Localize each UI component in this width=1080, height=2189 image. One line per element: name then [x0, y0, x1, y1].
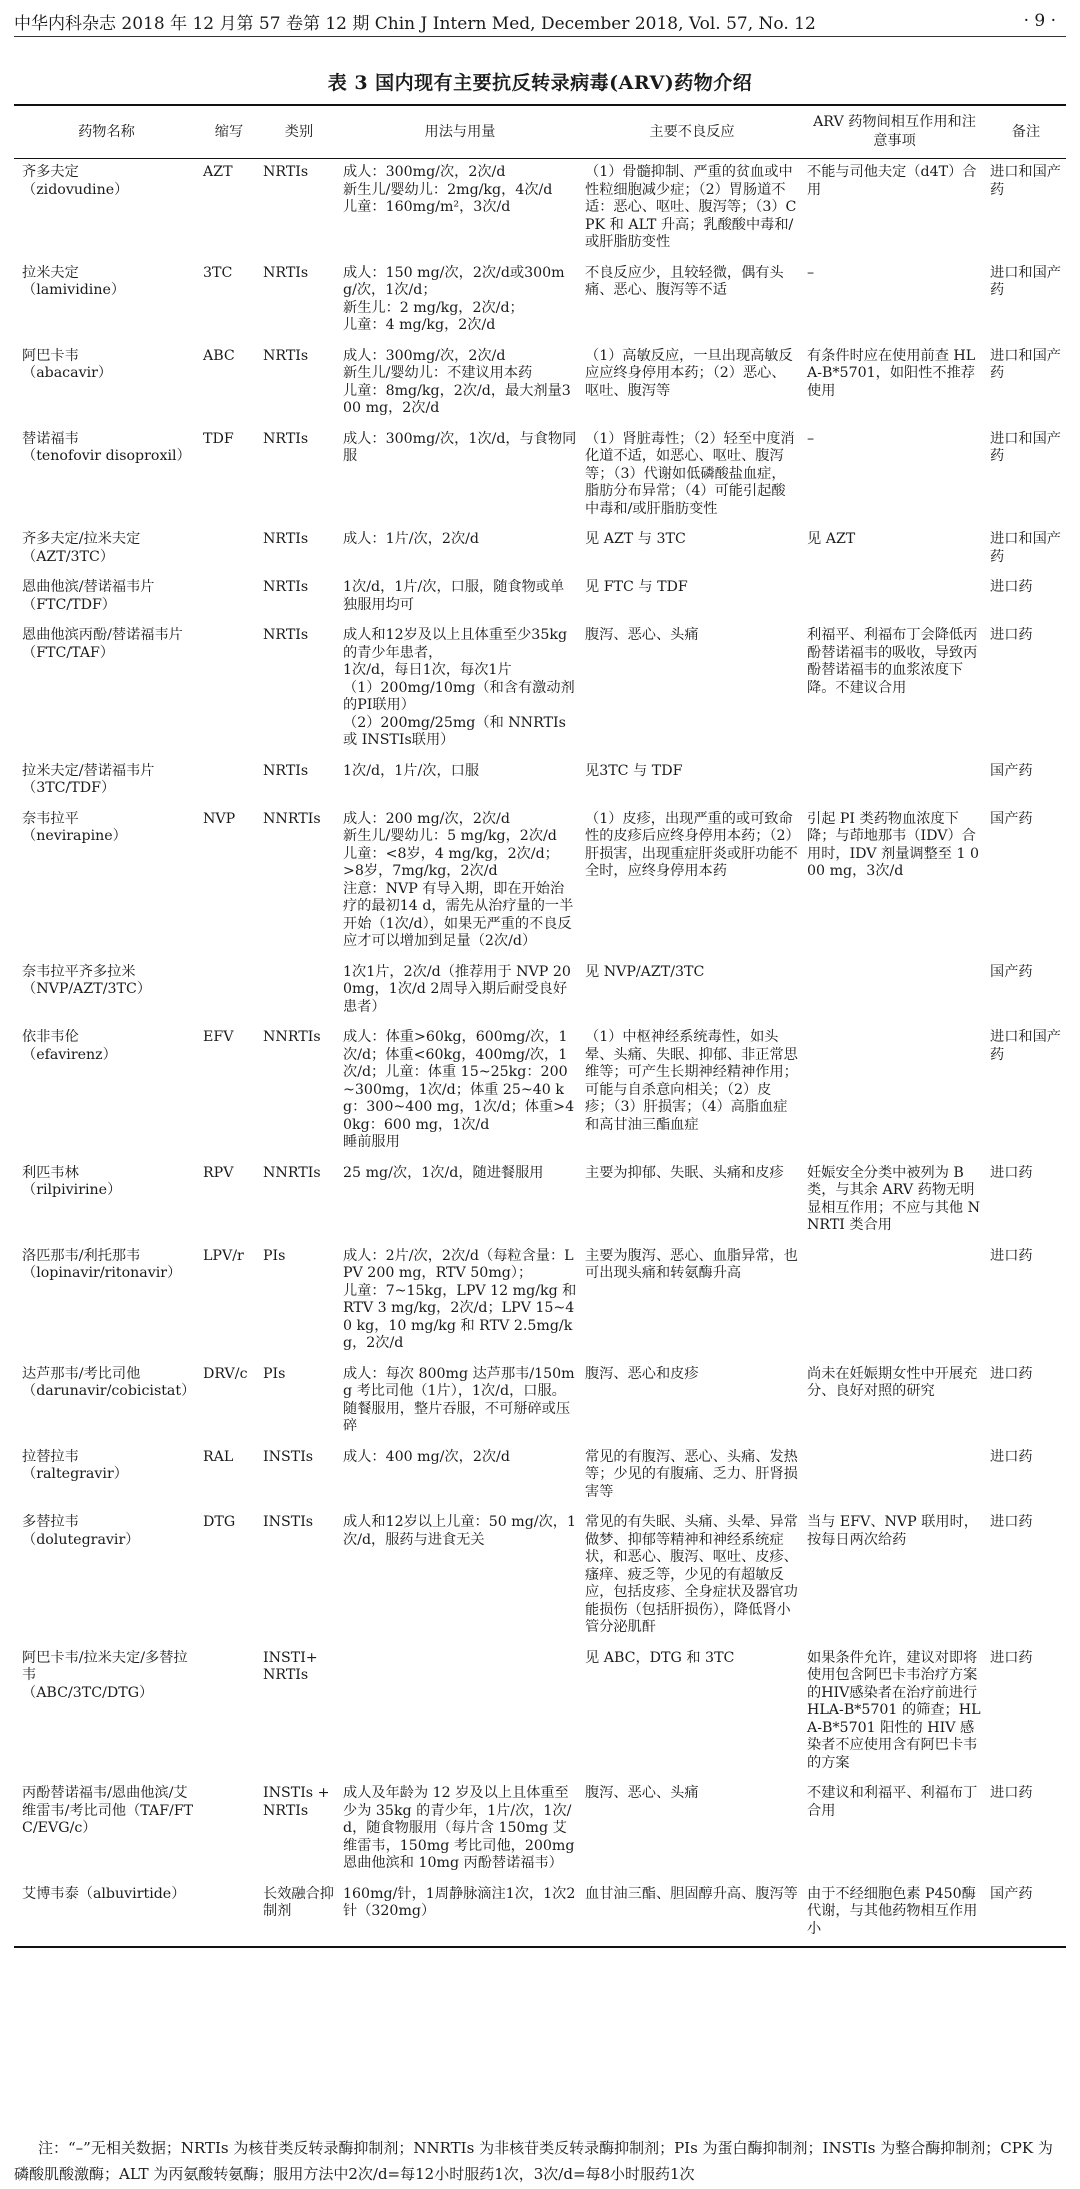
interaction-cell — [803, 959, 986, 1025]
interaction-cell: 当与 EFV、NVP 联用时，按每日两次给药 — [807, 1514, 978, 1548]
table-row — [14, 1361, 1066, 1444]
page-number: · 9 · — [1023, 11, 1056, 31]
remark-cell: 进口和国产药 — [990, 531, 1061, 565]
adverse-reaction-cell: 常见的有失眠、头痛、头晕、异常做梦、抑郁等精神和神经系统症状，和恶心、腹泻、呕吐、皮疹、瘙痒、疲乏等，少见的有超敏反应，包括皮疹、全身症状及器官功能损伤（包括肝损伤），降低肾小管分泌肌酐 — [585, 1514, 798, 1635]
usage-cell: 成人：400 mg/次，2次/d — [343, 1448, 510, 1465]
interaction-cell: 不能与司他夫定（d4T）合用 — [807, 164, 977, 198]
header-remarks: 备注 — [1011, 123, 1041, 140]
abbreviation-cell: RAL — [203, 1448, 234, 1465]
category-cell: PIs — [263, 1365, 286, 1382]
table-row — [14, 343, 1066, 426]
adverse-reaction-cell: （1）骨髓抑制、严重的贫血或中性粒细胞减少症；（2）胃肠道不适：恶心、呕吐、腹泻等；（3）CPK 和 ALT 升高；乳酸酸中毒和/或肝脂肪变性 — [585, 164, 797, 250]
remark-cell: 国产药 — [990, 762, 1033, 779]
table-row — [14, 1444, 1066, 1510]
usage-cell: 成人：体重>60kg，600mg/次，1次/d；体重<60kg，400mg/次，1次/d；儿童：体重 15~25kg：200~300mg，1次/d；体重 25~40 kg：300~400 mg，1次/d；体重>40kg：600 mg，1次/d 睡前服用 — [343, 1029, 575, 1150]
abbreviation-cell: RPV — [203, 1164, 234, 1181]
table-row — [14, 758, 1066, 806]
category-cell: NNRTIs — [263, 1164, 321, 1181]
adverse-reaction-cell: 见3TC 与 TDF — [585, 762, 683, 779]
remark-cell: 进口药 — [990, 1649, 1033, 1666]
usage-cell: 成人：200 mg/次，2次/d 新生儿/婴幼儿：5 mg/kg，2次/d 儿童：<8岁，4 mg/kg，2次/d； >8岁，7mg/kg，2次/d 注意：NVP 有导入期，即在开始治疗的最初14 d，需先从治疗量的一半开始（1次/d），如果无严重的不良反应才可以增加到足量（2次/d） — [343, 810, 574, 949]
drug-name-cell: 拉替拉韦 （raltegravir） — [22, 1448, 128, 1482]
abbreviation-cell: LPV/r — [203, 1247, 244, 1264]
header-abbreviation: 缩写 — [214, 123, 244, 140]
abbreviation-cell — [199, 758, 259, 806]
adverse-reaction-cell: 主要为腹泻、恶心、血脂异常，也可出现头痛和转氨酶升高 — [585, 1247, 798, 1281]
interaction-cell: 妊娠安全分类中被列为 B 类，与其余 ARV 药物无明显相互作用；不应与其他 NNRTI 类合用 — [807, 1164, 980, 1233]
category-cell: INSTIs — [263, 1448, 314, 1465]
table-row — [14, 1881, 1066, 1948]
drug-name-cell: 替诺福韦 （tenofovir disoproxil） — [22, 430, 191, 464]
interaction-cell — [803, 1243, 986, 1361]
usage-cell: 成人：每次 800mg 达芦那韦/150mg 考比司他（1片），1次/d，口服。随餐服用，整片吞服，不可掰碎或压碎 — [343, 1365, 575, 1434]
interaction-cell: 如果条件允许，建议对即将使用包含阿巴卡韦治疗方案的HIV感染者在治疗前进行 HLA-B*5701 的筛查；HLA-B*5701 阳性的 HIV 感染者不应使用含有阿巴卡韦的方案 — [807, 1649, 981, 1771]
abbreviation-cell: ABC — [203, 347, 235, 364]
remark-cell: 进口药 — [990, 1247, 1033, 1264]
table-row — [14, 1160, 1066, 1243]
interaction-cell: – — [807, 264, 815, 281]
header-interactions: ARV 药物间相互作用和注意事项 — [813, 114, 976, 149]
table-row — [14, 1509, 1066, 1645]
category-cell: NRTIs — [263, 579, 309, 595]
drug-name-cell: 阿巴卡韦/拉米夫定/多替拉韦 （ABC/3TC/DTG） — [22, 1649, 188, 1701]
category-cell: NRTIs — [263, 430, 309, 447]
abbreviation-cell: TDF — [203, 430, 234, 447]
abbreviation-cell — [199, 1645, 259, 1781]
table-row — [14, 622, 1066, 758]
usage-cell: 成人：1片/次，2次/d — [343, 531, 480, 547]
adverse-reaction-cell: 腹泻、恶心、头痛 — [585, 627, 699, 643]
header-category: 类别 — [284, 123, 314, 140]
usage-cell: 成人：300mg/次，2次/d 新生儿/婴幼儿：不建议用本药 儿童：8mg/kg，2次/d，最大剂量300 mg，2次/d — [343, 347, 571, 416]
adverse-reaction-cell: （1）皮疹，出现严重的或可致命性的皮疹后应终身停用本药；（2）肝损害，出现重症肝炎或肝功能不全时，应终身停用本药 — [585, 810, 798, 879]
remark-cell: 进口药 — [990, 1448, 1033, 1465]
usage-cell: 1次/d，1片/次，口服，随食物或单独服用均可 — [343, 579, 565, 613]
drug-name-cell: 多替拉韦 （dolutegravir） — [22, 1514, 140, 1548]
abbreviation-cell: EFV — [203, 1029, 234, 1045]
usage-cell: 成人及年龄为 12 岁及以上且体重至少为 35kg 的青少年，1片/次，1次/d，随食物服用（每片含 150mg 艾维雷韦，150mg 考比司他，200mg 恩曲他滨和 10mg 丙酚替诺福韦） — [343, 1785, 575, 1871]
usage-cell: 1次/d，1片/次，口服 — [343, 762, 480, 779]
abbreviation-cell — [199, 622, 259, 758]
arv-drug-table — [14, 104, 1066, 1948]
remark-cell: 进口药 — [990, 1365, 1033, 1382]
remark-cell: 进口和国产药 — [990, 164, 1061, 198]
adverse-reaction-cell: （1）肾脏毒性；（2）轻至中度消化道不适，如恶心、呕吐、腹泻等；（3）代谢如低磷酸盐血症，脂肪分布异常；（4）可能引起酸中毒和/或肝脂肪变性 — [585, 430, 795, 517]
table-row — [14, 1645, 1066, 1781]
remark-cell: 国产药 — [990, 1885, 1033, 1902]
remark-cell: 进口和国产药 — [990, 430, 1061, 464]
table-caption: 表 3 国内现有主要抗反转录病毒(ARV)药物介绍 — [327, 72, 753, 94]
drug-name-cell: 齐多夫定/拉米夫定 （AZT/3TC） — [22, 531, 141, 565]
drug-name-cell: 利匹韦林 （rilpivirine） — [22, 1164, 122, 1198]
interaction-cell: 不建议和利福平、利福布丁合用 — [807, 1785, 978, 1819]
adverse-reaction-cell: （1）中枢神经系统毒性，如头晕、头痛、失眠、抑郁、非正常思维等；可产生长期神经精神作用；可能与自杀意向相关；（2）皮疹；（3）肝损害；（4）高脂血症和高甘油三酯血症 — [585, 1029, 798, 1133]
drug-name-cell: 恩曲他滨丙酚/替诺福韦片 （FTC/TAF） — [22, 627, 183, 661]
header-drug-name: 药物名称 — [78, 123, 135, 140]
drug-name-cell: 奈韦拉平齐多拉米 （NVP/AZT/3TC） — [22, 963, 152, 997]
drug-name-cell: 依非韦伦 （efavirenz） — [22, 1029, 117, 1063]
table-header-row — [14, 105, 1066, 159]
drug-name-cell: 齐多夫定 （zidovudine） — [22, 164, 129, 198]
remark-cell: 国产药 — [990, 810, 1033, 827]
table-row — [14, 426, 1066, 527]
remark-cell: 进口和国产药 — [990, 264, 1061, 298]
interaction-cell — [803, 1444, 986, 1510]
drug-name-cell: 洛匹那韦/利托那韦 （lopinavir/ritonavir） — [22, 1247, 182, 1281]
category-cell: INSTIs — [263, 1514, 314, 1530]
running-header — [14, 6, 1066, 37]
table-row — [14, 526, 1066, 574]
interaction-cell — [803, 574, 986, 622]
usage-cell: 1次1片，2次/d（推荐用于 NVP 200mg，1次/d 2周导入期后耐受良好患者） — [343, 963, 571, 1015]
remark-cell: 进口药 — [990, 1785, 1033, 1801]
abbreviation-cell: AZT — [203, 164, 233, 180]
category-cell: INSTI+ NRTIs — [263, 1649, 318, 1683]
interaction-cell — [803, 758, 986, 806]
category-cell: NNRTIs — [263, 810, 321, 827]
adverse-reaction-cell: 血甘油三酯、胆固醇升高、腹泻等 — [585, 1885, 798, 1902]
category-cell: INSTIs + NRTIs — [263, 1785, 330, 1819]
drug-name-cell: 拉米夫定 （lamividine） — [22, 264, 126, 298]
abbreviation-cell — [199, 1881, 259, 1948]
drug-name-cell: 阿巴卡韦 （abacavir） — [22, 347, 113, 381]
adverse-reaction-cell: 见 AZT 与 3TC — [585, 531, 686, 547]
usage-cell: 成人：150 mg/次，2次/d或300mg/次，1次/d； 新生儿：2 mg/kg，2次/d； 儿童：4 mg/kg，2次/d — [343, 264, 565, 333]
adverse-reaction-cell: 见 NVP/AZT/3TC — [585, 963, 705, 980]
category-cell: NRTIs — [263, 347, 309, 364]
journal-citation: 中华内科杂志 2018 年 12 月第 57 卷第 12 期 Chin J Intern Med, December 2018, Vol. 57, No. 12 — [14, 13, 816, 34]
usage-cell: 25 mg/次，1次/d，随进餐服用 — [343, 1164, 544, 1181]
abbreviation-cell: NVP — [203, 810, 236, 827]
drug-name-cell: 拉米夫定/替诺福韦片 （3TC/TDF） — [22, 762, 155, 796]
abbreviation-cell — [199, 1780, 259, 1881]
category-cell: NRTIs — [263, 164, 309, 180]
category-cell: NRTIs — [263, 531, 309, 547]
abbreviation-cell — [199, 959, 259, 1025]
adverse-reaction-cell: 腹泻、恶心、头痛 — [585, 1785, 699, 1801]
interaction-cell: 尚未在妊娠期女性中开展充分、良好对照的研究 — [807, 1365, 978, 1399]
table-row — [14, 1780, 1066, 1881]
category-cell — [259, 959, 339, 1025]
table-row — [14, 260, 1066, 343]
usage-cell: 成人：300mg/次，1次/d，与食物同服 — [343, 430, 577, 464]
category-cell: NRTIs — [263, 762, 309, 779]
usage-cell: 成人和12岁以上儿童：50 mg/次，1次/d，服药与进食无关 — [343, 1514, 577, 1548]
remark-cell: 进口药 — [990, 1164, 1033, 1181]
interaction-cell: 有条件时应在使用前查 HLA-B*5701，如阳性不推荐使用 — [807, 347, 976, 399]
table-row — [14, 574, 1066, 622]
drug-name-cell: 艾博韦泰（albuvirtide） — [22, 1885, 186, 1902]
drug-name-cell: 恩曲他滨/替诺福韦片 （FTC/TDF） — [22, 579, 155, 613]
header-usage-dosage: 用法与用量 — [424, 123, 496, 140]
usage-cell: 成人和12岁及以上且体重至少35kg的青少年患者， 1次/d，每日1次，每次1片 （1）200mg/10mg（和含有激动剂的PI联用） （2）200mg/25mg（和 NNRTIs 或 INSTIs联用） — [343, 627, 575, 748]
category-cell: 长效融合抑制剂 — [263, 1885, 334, 1919]
adverse-reaction-cell: 见 ABC，DTG 和 3TC — [585, 1649, 735, 1666]
table-row — [14, 1024, 1066, 1160]
usage-cell — [339, 1645, 581, 1781]
remark-cell: 国产药 — [990, 963, 1033, 980]
drug-name-cell: 奈韦拉平 （nevirapine） — [22, 810, 127, 844]
adverse-reaction-cell: 常见的有腹泻、恶心、头痛、发热等；少见的有腹痛、乏力、肝肾损害等 — [585, 1448, 798, 1500]
abbreviation-cell — [199, 574, 259, 622]
remark-cell: 进口和国产药 — [990, 1029, 1061, 1063]
remark-cell: 进口药 — [990, 579, 1033, 595]
table-footnote: 注：“–”无相关数据；NRTIs 为核苷类反转录酶抑制剂；NNRTIs 为非核苷类反转录酶抑制剂；PIs 为蛋白酶抑制剂；INSTIs 为整合酶抑制剂；CPK 为磷酸肌酸激酶；ALT 为丙氨酸转氨酶；服用方法中2次/d=每12小时服药1次，3次/d=每8小时服药1次 — [14, 2139, 1053, 2183]
category-cell: NNRTIs — [263, 1029, 321, 1045]
table-body — [14, 159, 1066, 1948]
abbreviation-cell — [199, 526, 259, 574]
category-cell: NRTIs — [263, 627, 309, 643]
interaction-cell: 利福平、利福布丁会降低丙酚替诺福韦的吸收，导致丙酚替诺福韦的血浆浓度下降。不建议合用 — [807, 627, 978, 696]
drug-name-cell: 达芦那韦/考比司他 （darunavir/cobicistat） — [22, 1365, 196, 1399]
interaction-cell: 由于不经细胞色素 P450酶代谢，与其他药物相互作用小 — [807, 1885, 978, 1937]
usage-cell: 成人：300mg/次，2次/d 新生儿/婴幼儿：2mg/kg，4次/d 儿童：160mg/m²，3次/d — [343, 164, 553, 215]
table-row — [14, 806, 1066, 959]
usage-cell: 160mg/针，1周静脉滴注1次，1次2针（320mg） — [343, 1885, 576, 1919]
table-row — [14, 1243, 1066, 1361]
usage-cell: 成人：2片/次，2次/d（每粒含量：LPV 200 mg，RTV 50mg）； 儿童：7~15kg，LPV 12 mg/kg 和 RTV 3 mg/kg，2次/d；LPV 15~40 kg，10 mg/kg 和 RTV 2.5mg/kg，2次/d — [343, 1247, 577, 1351]
category-cell: PIs — [263, 1247, 286, 1264]
interaction-cell — [803, 1024, 986, 1160]
remark-cell: 进口和国产药 — [990, 347, 1061, 381]
adverse-reaction-cell: 不良反应少，且较轻微，偶有头痛、恶心、腹泻等不适 — [585, 264, 784, 298]
table-row — [14, 959, 1066, 1025]
table-row — [14, 159, 1066, 260]
interaction-cell: 见 AZT — [807, 531, 856, 547]
category-cell: NRTIs — [263, 264, 309, 281]
drug-name-cell: 丙酚替诺福韦/恩曲他滨/艾维雷韦/考比司他（TAF/FTC/EVG/c） — [22, 1785, 194, 1836]
abbreviation-cell: DRV/c — [203, 1365, 248, 1382]
adverse-reaction-cell: 主要为抑郁、失眠、头痛和皮疹 — [585, 1164, 784, 1181]
abbreviation-cell: 3TC — [203, 264, 233, 281]
abbreviation-cell: DTG — [203, 1514, 236, 1530]
header-adverse-reactions: 主要不良反应 — [649, 123, 735, 140]
adverse-reaction-cell: 见 FTC 与 TDF — [585, 579, 688, 595]
adverse-reaction-cell: （1）高敏反应，一旦出现高敏反应应终身停用本药；（2）恶心、呕吐、腹泻等 — [585, 347, 793, 399]
interaction-cell: – — [807, 430, 815, 447]
adverse-reaction-cell: 腹泻、恶心和皮疹 — [585, 1365, 699, 1382]
interaction-cell: 引起 PI 类药物血浓度下降；与茚地那韦（IDV）合用时，IDV 剂量调整至 1 000 mg，3次/d — [807, 810, 980, 879]
remark-cell: 进口药 — [990, 1514, 1033, 1530]
remark-cell: 进口药 — [990, 627, 1033, 643]
